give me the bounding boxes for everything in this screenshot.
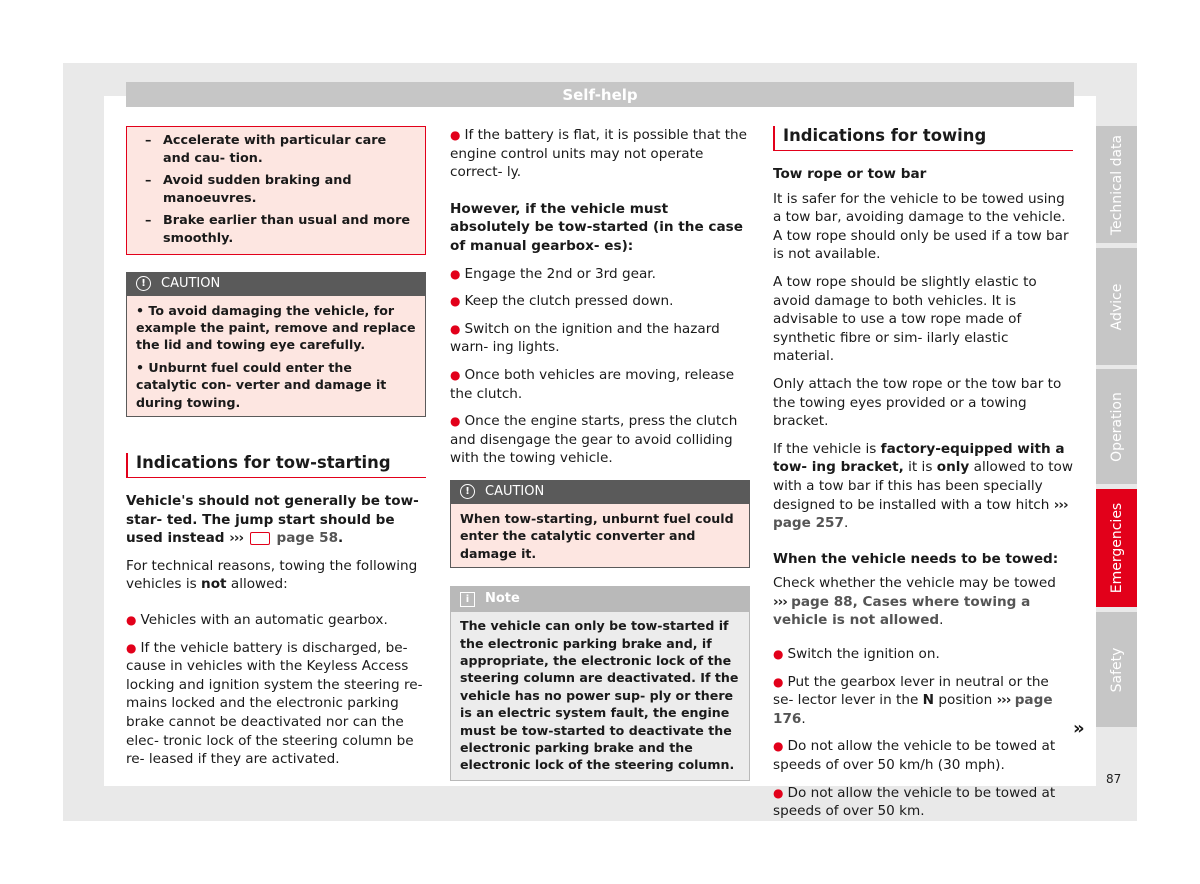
section-title-tow-starting: Indications for tow-starting [126,453,426,478]
warning-item: – Brake earlier than usual and more smoothly. [145,213,411,246]
link-marker: ››› [1053,496,1068,513]
note-header: i Note [450,586,750,612]
bullet-icon: ● [773,674,784,689]
page-link[interactable]: page 58 [276,530,339,547]
sidebar-tab-operation[interactable]: Operation [1096,369,1137,484]
link-marker: ››› [773,593,787,610]
bullet-icon: ● [450,367,461,382]
list-item: ● Do not allow the vehicle to be towed at speeds of over 50 km/h (30 mph). [773,738,1056,774]
sidebar-tab-emergencies[interactable]: Emergencies [1096,489,1137,607]
list-item: ● Once both vehicles are moving, release the clutch. [450,366,735,402]
list-item: ● Once the engine starts, press the clutch and disengage the gear to avoid colliding with the towing vehicle. [450,413,738,467]
bullet-icon: ● [773,739,784,754]
list-item: ● Vehicles with an automatic gearbox. [126,611,388,628]
warning-continuation-box [126,126,426,255]
page-link[interactable]: page 176 [773,692,1053,727]
paragraph: It is safer for the vehicle to be towed using a tow bar, avoiding damage to the vehicle. A tow rope should only be used if a tow bar is not available. [773,190,1069,263]
column-1 [126,126,426,778]
exclamation-icon: ! [136,276,151,291]
caution-box [450,480,750,568]
paragraph: Check whether the vehicle may be towed ››› page 88, Cases where towing a vehicle is not allowed. [773,575,1056,629]
page-number: 87 [1106,772,1122,786]
intro-paragraph: Vehicle's should not generally be tow-star- ted. The jump start should be used instead ››› page 58. [126,493,419,547]
caution-body: • To avoid damaging the vehicle, for example the paint, remove and replace the lid and towing eye carefully. • Unburnt fuel could enter the catalytic con- verter and damage it during towing. [126,296,426,417]
jump-start-icon [250,532,270,545]
bullet-icon: ● [450,321,461,336]
paragraph: If the vehicle is factory-equipped with a tow- ing bracket, it is only allowed to tow with a tow bar if this has been specially designed to be installed with a tow hitch ››› page 257. [773,440,1073,532]
paragraph: Only attach the tow rope or the tow bar to the towing eyes provided or a towing bracket. [773,375,1062,430]
subheading: Tow rope or tow bar [773,166,927,182]
section-title-towing: Indications for towing [773,126,1073,151]
list-item: ● Put the gearbox lever in neutral or the se- lector lever in the N position ››› page 176. [773,673,1053,727]
link-marker: ››› [996,692,1011,709]
warning-item: – Accelerate with particular care and cau- tion. [145,133,387,166]
caution-header: ! CAUTION [126,272,426,296]
caution-body: When tow-starting, unburnt fuel could enter the catalytic converter and damage it. [450,504,750,568]
exclamation-icon: ! [460,484,475,499]
bullet-icon: ● [450,414,461,429]
sidebar-tab-safety[interactable]: Safety [1096,612,1137,727]
sidebar-tab-technical-data[interactable]: Technical data [1096,126,1137,243]
list-item: ● Switch the ignition on. [773,646,940,663]
paragraph: For technical reasons, towing the following vehicles is not allowed: [126,557,418,593]
warning-item: – Avoid sudden braking and manoeuvres. [145,173,352,206]
bullet-icon: ● [773,647,784,662]
list-item: ● If the battery is flat, it is possible that the engine control units may not operate correct- ly. [450,127,748,181]
list-item: ● Engage the 2nd or 3rd gear. [450,265,656,282]
note-box [450,586,750,781]
subheading: When the vehicle needs to be towed: [773,550,1059,567]
link-marker: ››› [229,530,244,547]
bullet-icon: ● [450,266,461,281]
note-body: The vehicle can only be tow-started if the electronic parking brake and, if appropriate, the electronic lock of the steering column are deactivated. If the vehicle has no power sup- ply or there is an electric system fault, the engine must be tow-started to deactivate the electronic parking brake and the electronic lock of the steering column. [450,612,750,781]
continued-marker: » [1073,718,1085,739]
info-icon: i [460,592,475,607]
page-link[interactable]: page 257 [773,515,844,532]
sidebar-tab-advice[interactable]: Advice [1096,248,1137,365]
list-item: ● If the vehicle battery is discharged, be- cause in vehicles with the Keyless Access locking and ignition system the steering re- mains locked and the electronic parking brake cannot be deactivated nor can the elec- tronic lock of the steering column be re- leased if they are activated. [126,639,423,768]
column-2 [450,126,750,781]
list-item: ● Keep the clutch pressed down. [450,293,674,310]
bold-paragraph: However, if the vehicle must absolutely be tow-started (in the case of manual gearbox- es): [450,200,743,254]
bullet-icon: ● [450,294,461,309]
paragraph: A tow rope should be slightly elastic to avoid damage to both vehicles. It is advisable to use a tow rope made of synthetic fibre or sim- ilarly elastic material. [773,273,1037,365]
chapter-header: Self-help [126,82,1074,107]
page-link[interactable]: page 88, Cases where towing a vehicle is not allowed [773,593,1031,629]
bullet-icon: ● [126,612,137,627]
column-3 [773,126,1073,830]
list-item: ● Switch on the ignition and the hazard warn- ing lights. [450,320,720,356]
bullet-icon: ● [126,640,137,655]
caution-box [126,272,426,417]
caution-header: ! CAUTION [450,480,750,504]
bullet-icon: ● [773,785,784,800]
list-item: ● Do not allow the vehicle to be towed at speeds of over 50 km. [773,784,1056,820]
bullet-icon: ● [450,128,461,142]
